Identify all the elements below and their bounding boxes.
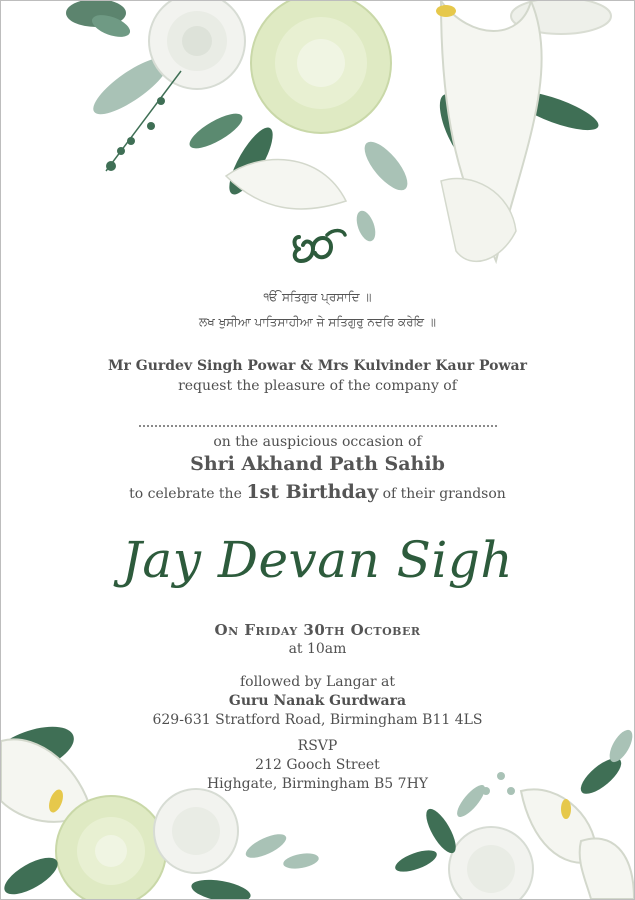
request-line: request the pleasure of the company of	[178, 378, 457, 394]
birthday-line	[1, 481, 634, 503]
time-line: at 10am	[288, 641, 347, 657]
celebrate-prefix: to celebrate the	[129, 486, 242, 502]
venue-name: Guru Nanak Gurdwara	[228, 693, 407, 709]
hosts-line: Mr Gurdev Singh Powar & Mrs Kulvinder Kaur Powar	[107, 358, 527, 374]
guest-name-line	[139, 425, 497, 427]
venue-address: 629-631 Stratford Road, Birmingham B11 4LS	[152, 712, 483, 728]
top-floral-cluster	[66, 1, 611, 261]
occasion-line: on the auspicious occasion of	[213, 434, 422, 450]
birthday-label: 1st Birthday	[246, 481, 379, 503]
mool-mantar-line: ੴ ਸਤਿਗੁਰ ਪ੍ਰਸਾਦਿ ॥	[263, 290, 372, 304]
date-line: On Friday 30th October	[214, 621, 421, 639]
celebrate-suffix: of their grandson	[382, 486, 506, 502]
ik-onkar-icon	[291, 227, 347, 267]
child-name: Jay Devan Sigh	[121, 531, 514, 589]
gurbani-line: ਲਖ ਖੁਸੀਆ ਪਾਤਿਸਾਹੀਆ ਜੇ ਸਤਿਗੁਰੁ ਨਦਰਿ ਕਰੇਇ ॥	[199, 315, 436, 329]
rsvp-label: RSVP	[297, 738, 338, 754]
rsvp-city: Highgate, Birmingham B5 7HY	[206, 776, 429, 792]
rsvp-street: 212 Gooch Street	[255, 757, 380, 773]
event-title: Shri Akhand Path Sahib	[190, 453, 445, 475]
langar-line: followed by Langar at	[239, 674, 396, 690]
